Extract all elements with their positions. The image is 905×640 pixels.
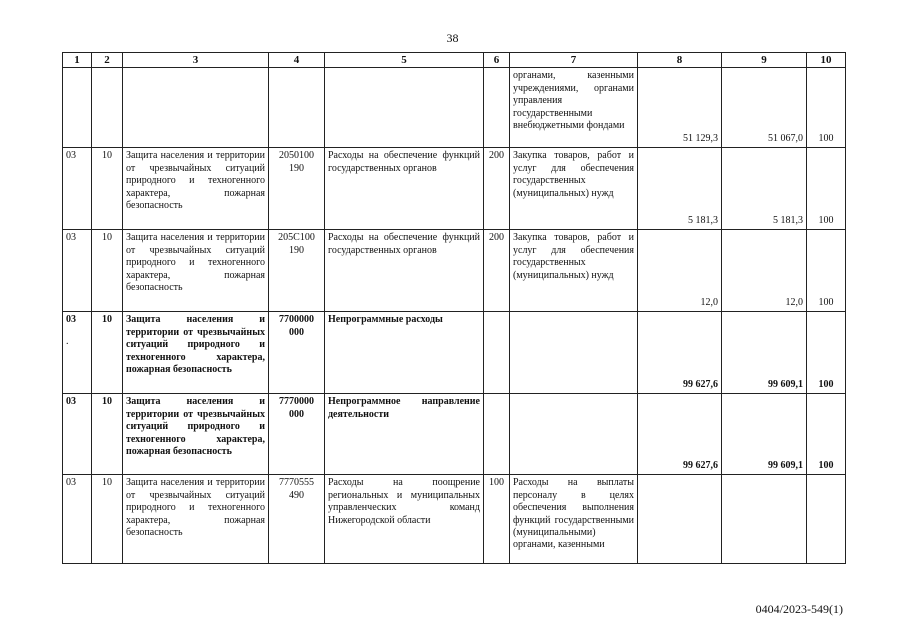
expense-type-name: Расходы на выплаты персоналу в целях обеспечения выполнения функций государственными (муниципальными) органами, казенными <box>510 475 638 564</box>
amount-planned: 12,0 <box>638 230 722 312</box>
target-article-name: Расходы на обеспечение функций государственных органов <box>325 148 484 230</box>
target-article-code <box>269 68 325 148</box>
target-article-name: Расходы на поощрение региональных и муниципальных управленческих команд Нижегородской области <box>325 475 484 564</box>
table-header-row <box>63 53 846 68</box>
column-header: 2 <box>92 53 123 68</box>
target-article-code: 7700000 000 <box>269 312 325 394</box>
execution-percent <box>807 475 846 564</box>
section-code <box>63 312 92 394</box>
table-row <box>63 475 846 564</box>
subsection-name: Защита населения и территории от чрезвычайных ситуаций природного и техногенного характера, пожарная безопасность <box>123 394 269 475</box>
target-article-code: 7770000 000 <box>269 394 325 475</box>
column-header: 4 <box>269 53 325 68</box>
column-header: 8 <box>638 53 722 68</box>
expense-type-name: органами, казенными учреждениями, органами управления государственными внебюджетными фондами <box>510 68 638 148</box>
table-row <box>63 394 846 475</box>
expense-type-code <box>484 312 510 394</box>
amount-executed <box>722 475 807 564</box>
table-row <box>63 230 846 312</box>
expense-type-name: Закупка товаров, работ и услуг для обеспечения государственных (муниципальных) нужд <box>510 230 638 312</box>
target-article-name <box>325 68 484 148</box>
subsection-code: 10 <box>92 148 123 230</box>
budget-table <box>62 52 846 564</box>
expense-type-code: 100 <box>484 475 510 564</box>
scan-mark: . <box>66 335 69 347</box>
expense-type-code: 200 <box>484 230 510 312</box>
amount-planned <box>638 475 722 564</box>
section-code-value: 03 <box>66 314 76 326</box>
amount-executed: 12,0 <box>722 230 807 312</box>
amount-planned: 99 627,6 <box>638 312 722 394</box>
execution-percent: 100 <box>807 148 846 230</box>
subsection-name: Защита населения и территории от чрезвычайных ситуаций природного и техногенного характера, пожарная безопасность <box>123 312 269 394</box>
document-code: 0404/2023-549(1) <box>755 602 843 616</box>
column-header: 1 <box>63 53 92 68</box>
target-article-code: 2050100 190 <box>269 148 325 230</box>
amount-executed: 99 609,1 <box>722 312 807 394</box>
expense-type-code <box>484 394 510 475</box>
subsection-name: Защита населения и территории от чрезвычайных ситуаций природного и техногенного характера, пожарная безопасность <box>123 230 269 312</box>
subsection-name: Защита населения и территории от чрезвычайных ситуаций природного и техногенного характера, пожарная безопасность <box>123 148 269 230</box>
target-article-name: Непрограммное направление деятельности <box>325 394 484 475</box>
execution-percent: 100 <box>807 394 846 475</box>
table-row <box>63 68 846 148</box>
subsection-code: 10 <box>92 394 123 475</box>
amount-executed: 99 609,1 <box>722 394 807 475</box>
column-header: 5 <box>325 53 484 68</box>
target-article-name: Расходы на обеспечение функций государственных органов <box>325 230 484 312</box>
page-number: 38 <box>446 31 459 45</box>
execution-percent: 100 <box>807 230 846 312</box>
column-header: 6 <box>484 53 510 68</box>
section-code: 03 <box>63 394 92 475</box>
section-code: 03 <box>63 148 92 230</box>
expense-type-code: 200 <box>484 148 510 230</box>
column-header: 9 <box>722 53 807 68</box>
amount-executed: 51 067,0 <box>722 68 807 148</box>
expense-type-code <box>484 68 510 148</box>
table-row <box>63 312 846 394</box>
expense-type-name <box>510 394 638 475</box>
section-code: 03 <box>63 475 92 564</box>
subsection-code: 10 <box>92 475 123 564</box>
subsection-code: 10 <box>92 312 123 394</box>
section-code <box>63 68 92 148</box>
subsection-code <box>92 68 123 148</box>
column-header: 3 <box>123 53 269 68</box>
column-header: 7 <box>510 53 638 68</box>
execution-percent: 100 <box>807 312 846 394</box>
section-code: 03 <box>63 230 92 312</box>
expense-type-name: Закупка товаров, работ и услуг для обеспечения государственных (муниципальных) нужд <box>510 148 638 230</box>
table-row <box>63 148 846 230</box>
amount-planned: 99 627,6 <box>638 394 722 475</box>
target-article-name: Непрограммные расходы <box>325 312 484 394</box>
subsection-name <box>123 68 269 148</box>
amount-planned: 51 129,3 <box>638 68 722 148</box>
expense-type-name <box>510 312 638 394</box>
execution-percent: 100 <box>807 68 846 148</box>
subsection-code: 10 <box>92 230 123 312</box>
column-header: 10 <box>807 53 846 68</box>
target-article-code: 205С100 190 <box>269 230 325 312</box>
target-article-code: 7770555 490 <box>269 475 325 564</box>
amount-executed: 5 181,3 <box>722 148 807 230</box>
subsection-name: Защита населения и территории от чрезвычайных ситуаций природного и техногенного характера, пожарная безопасность <box>123 475 269 564</box>
amount-planned: 5 181,3 <box>638 148 722 230</box>
